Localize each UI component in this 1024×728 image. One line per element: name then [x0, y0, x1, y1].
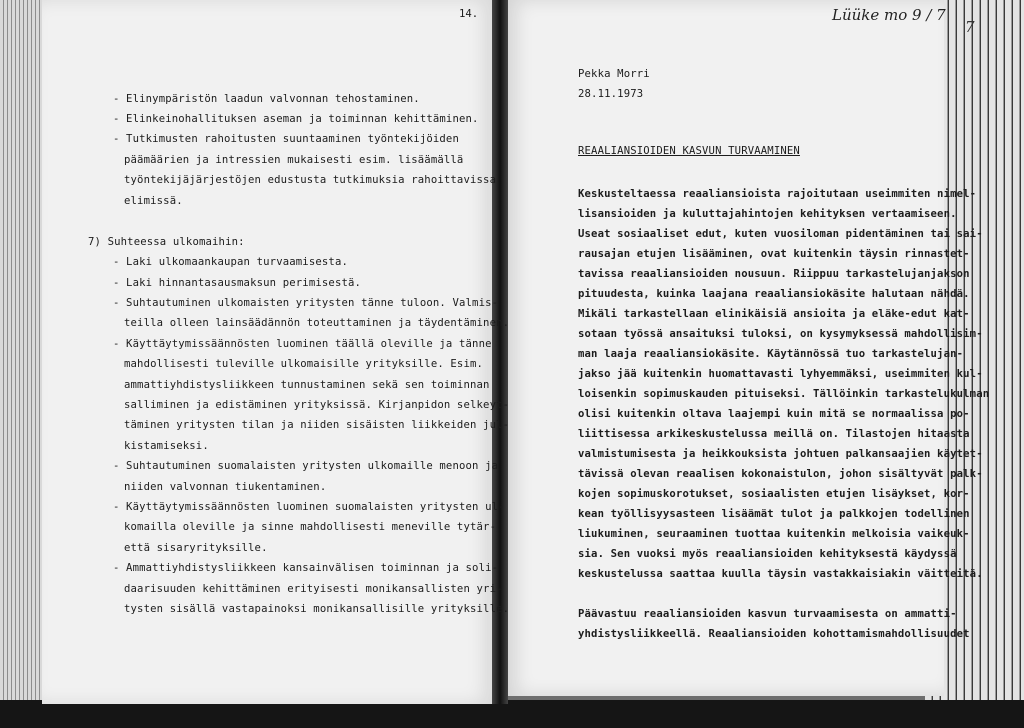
- left-page: [42, 0, 497, 704]
- right-text-line: kojen sopimuskorotukset, sosiaalisten etujen lisäykset, kor-: [578, 488, 970, 500]
- left-text-line: - Suhtautuminen suomalaisten yritysten ulkomaille menoon ja: [113, 460, 499, 472]
- left-text-line: - Elinympäristön laadun valvonnan tehostaminen.: [113, 93, 420, 105]
- left-text-line: mahdollisesti tuleville ulkomaisille yrityksille. Esim.: [124, 358, 484, 370]
- left-text-line: elimissä.: [124, 195, 183, 207]
- author-name: Pekka Morri: [578, 68, 650, 80]
- left-text-line: kistamiseksi.: [124, 440, 209, 452]
- right-text-line: Useat sosiaaliset edut, kuten vuosiloman pidentäminen tai sai-: [578, 228, 983, 240]
- right-text-line: rausajan etujen lisääminen, ovat kuitenkin täysin rinnastet-: [578, 248, 970, 260]
- right-text-line: lisansioiden ja kuluttajahintojen kehityksen vertaamiseen.: [578, 208, 957, 220]
- right-text-line: Mikäli tarkastellaan elinikäisiä ansioita ja eläke-edut kat-: [578, 308, 970, 320]
- left-text-line: - Käyttäytymissäännösten luominen suomalaisten yritysten ul-: [113, 501, 505, 513]
- document-title: REAALIANSIOIDEN KASVUN TURVAAMINEN: [578, 145, 800, 157]
- right-text-line: loisenkin sopimuskauden pituiseksi. Tällöinkin tarkastelukulman: [578, 388, 990, 400]
- left-text-line: - Tutkimusten rahoitusten suuntaaminen työntekijöiden: [113, 133, 459, 145]
- book-gutter: [492, 0, 508, 704]
- page-number: 14.: [459, 8, 479, 20]
- left-text-line: täminen yritysten tilan ja niiden sisäisten liikkeiden jul-: [124, 419, 510, 431]
- book-page-edges-left: [0, 0, 46, 706]
- left-text-line: - Laki hinnantasausmaksun perimisestä.: [113, 277, 362, 289]
- left-text-line: päämäärien ja intressien mukaisesti esim. lisäämällä: [124, 154, 464, 166]
- left-text-line: teilla olleen lainsäädännön toteuttaminen ja täydentäminen.: [124, 317, 510, 329]
- right-text-line: valmistumisesta ja heikkouksista johtuen palkansaajien käytet-: [578, 448, 983, 460]
- right-text-line: Päävastuu reaaliansioiden kasvun turvaamisesta on ammatti-: [578, 608, 957, 620]
- right-text-line: olisi kuitenkin oltava laajempi kuin mitä se normaalissa po-: [578, 408, 970, 420]
- left-text-line: salliminen ja edistäminen yrityksissä. Kirjanpidon selkeyt-: [124, 399, 510, 411]
- left-text-line: komailla oleville ja sinne mahdollisesti meneville tytär-: [124, 521, 497, 533]
- right-text-line: liukuminen, seuraaminen tuottaa kuitenkin melkoisia vaikeuk-: [578, 528, 970, 540]
- left-text-line: että sisaryrityksille.: [124, 542, 268, 554]
- right-text-line: liittisessa arkikeskustelussa meillä on. Tilastojen hitaasta: [578, 428, 970, 440]
- right-text-line: jakso jää kuitenkin huomattavasti lyhyemmäksi, useimmiten kul-: [578, 368, 983, 380]
- left-text-line: tysten sisällä vastapainoksi monikansallisille yrityksille.: [124, 603, 510, 615]
- left-text-line: - Käyttäytymissäännösten luominen täällä oleville ja tänne: [113, 338, 492, 350]
- right-text-line: Keskusteltaessa reaaliansioista rajoitutaan useimmiten nimel-: [578, 188, 977, 200]
- right-text-line: tävissä olevan reaalisen kokonaistulon, johon sisältyvät palk-: [578, 468, 983, 480]
- right-text-line: sia. Sen vuoksi myös reaaliansioiden kehityksestä käydyssä: [578, 548, 957, 560]
- right-text-line: kean työllisyysasteen lisäämät tulot ja palkkojen todellinen: [578, 508, 970, 520]
- left-text-line: - Suhtautuminen ulkomaisten yritysten tänne tuloon. Valmis-: [113, 297, 499, 309]
- left-text-line: - Elinkeinohallituksen aseman ja toiminnan kehittäminen.: [113, 113, 479, 125]
- left-text-line: - Ammattiyhdistysliikkeen kansainvälisen toiminnan ja soli-: [113, 562, 499, 574]
- left-text-line: 7) Suhteessa ulkomaihin:: [88, 236, 245, 248]
- document-date: 28.11.1973: [578, 88, 644, 100]
- left-text-line: työntekijäjärjestöjen edustusta tutkimuksia rahoittavissa: [124, 174, 497, 186]
- right-text-line: tavissa reaaliansioiden nousuun. Riippuu tarkastelujanjakson: [578, 268, 970, 280]
- left-text-line: - Laki ulkomaankaupan turvaamisesta.: [113, 256, 349, 268]
- handwritten-edge-mark: 7: [965, 18, 975, 36]
- scanner-bed-shadow: [0, 700, 1024, 728]
- right-text-line: sotaan työssä ansaituksi tuloksi, on kysymyksessä mahdollisim-: [578, 328, 983, 340]
- handwritten-archive-mark: Lüüke mo 9 / 7: [832, 6, 946, 24]
- right-text-line: pituudesta, kuinka laajana reaaliansiokäsite halutaan nähdä.: [578, 288, 970, 300]
- right-text-line: yhdistysliikkeellä. Reaaliansioiden kohottamismahdollisuudet: [578, 628, 970, 640]
- right-text-line: man laaja reaaliansiokäsite. Käytännössä tuo tarkastelujan-: [578, 348, 964, 360]
- left-text-line: ammattiyhdistysliikkeen tunnustaminen sekä sen toiminnan: [124, 379, 490, 391]
- left-text-line: niiden valvonnan tiukentaminen.: [124, 481, 327, 493]
- right-text-line: keskustelussa saattaa kuulla täysin vastakkaisiakin väitteitä.: [578, 568, 983, 580]
- left-text-line: daarisuuden kehittäminen erityisesti monikansallisten yri-: [124, 583, 503, 595]
